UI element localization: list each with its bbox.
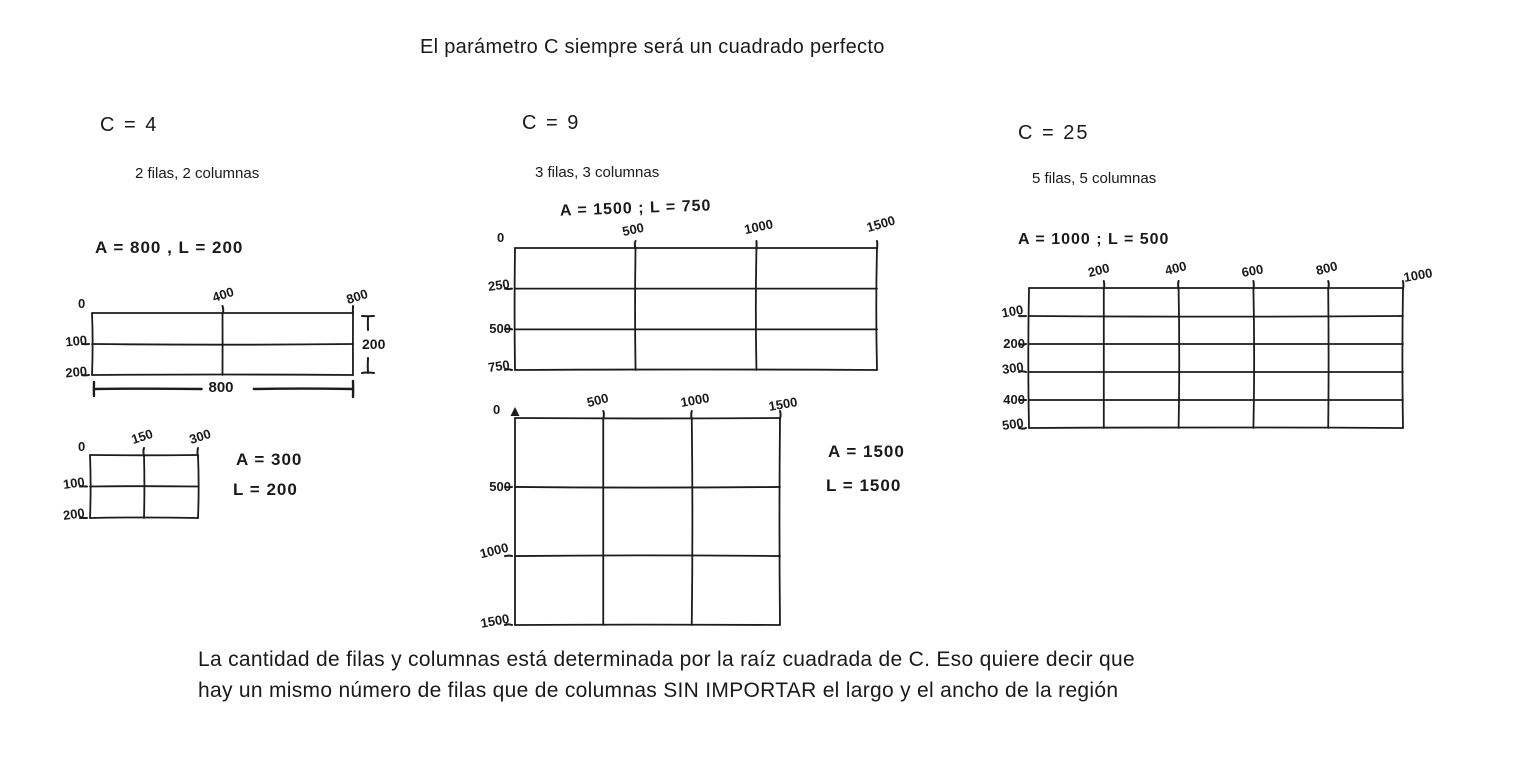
axis-arrow-icon <box>511 407 520 416</box>
grid-c9-top-top-tick-label: 1500 <box>864 212 897 235</box>
grid-line <box>692 418 693 625</box>
grid-c4-main-top-tick-label: 400 <box>209 284 236 305</box>
grid-c9-top-left-tick-label: 750 <box>487 357 511 376</box>
grid-c25-left-tick-label: 300 <box>1001 359 1025 378</box>
grid-c4-main-height-dim-label: 200 <box>362 336 386 352</box>
grid-c25-top-tick-label: 200 <box>1086 260 1111 280</box>
grid-c25-top-tick-label: 400 <box>1162 258 1188 278</box>
grid-line <box>197 448 198 456</box>
footer-line-2: hay un mismo número de filas que de columnas SIN IMPORTAR el largo y el ancho de la región <box>198 679 1119 702</box>
grid-line <box>1402 288 1403 428</box>
grid-c25-left-tick-label: 500 <box>1001 415 1025 434</box>
grid-line <box>362 372 374 373</box>
c9-bottom-length-label: L = 1500 <box>826 476 902 495</box>
grid-c4-main-top-tick-label: 0 <box>78 296 86 311</box>
section-c4-params: A = 800 , L = 200 <box>95 238 244 257</box>
grid-c25-top-tick-label: 600 <box>1240 261 1265 280</box>
c4-small-length-label: L = 200 <box>233 480 298 499</box>
grid-line <box>143 448 144 456</box>
grid-c4-main-width-dim-label: 800 <box>205 379 238 396</box>
grid-line <box>90 517 198 518</box>
grid-c9-bottom-top-tick-label: 1000 <box>679 390 711 410</box>
grid-c9-bottom-left-tick-label: 1000 <box>478 539 510 562</box>
grid-c4-main-left-tick-label: 100 <box>64 332 88 350</box>
c9-bottom-area-label: A = 1500 <box>828 442 905 461</box>
grid-line <box>691 411 692 419</box>
c4-small-area-label: A = 300 <box>236 450 303 469</box>
grid-c25-left-tick-label: 200 <box>1003 336 1025 351</box>
page-title: El parámetro C siempre será un cuadrado perfecto <box>420 36 885 58</box>
footer-note <box>198 644 1135 706</box>
grid-line <box>1328 281 1329 289</box>
grid-c9-bottom-left-tick-label: 1500 <box>479 610 511 631</box>
grid-line <box>223 306 224 314</box>
grid-line <box>1028 288 1029 428</box>
section-c9-subtitle: 3 filas, 3 columnas <box>535 164 660 181</box>
grid-line <box>1179 288 1180 428</box>
grid-c9-bottom-top-tick-label: 0 <box>493 402 501 417</box>
grid-line <box>603 411 604 419</box>
grid-line <box>876 248 877 370</box>
grid-c25-left-tick-label: 400 <box>1003 392 1025 407</box>
grid-c9-top-top-tick-label: 1000 <box>743 216 775 237</box>
section-c4-subtitle: 2 filas, 2 columnas <box>135 165 260 182</box>
grid-c25-top-tick-label: 1000 <box>1402 265 1434 285</box>
grid-c9-top-left-tick-label: 500 <box>489 321 511 337</box>
grid-c4-small-top-tick-label: 0 <box>78 439 86 454</box>
grid-c4-small-left-tick-label: 100 <box>62 473 86 492</box>
grid-line <box>1029 316 1403 317</box>
section-c9-title: C = 9 <box>522 112 581 134</box>
grid-c4-small-top-tick-label: 300 <box>187 426 213 447</box>
grid-line <box>756 248 757 370</box>
section-c25-params: A = 1000 ; L = 500 <box>1018 231 1170 248</box>
grid-c4-small-top-tick-label: 150 <box>129 426 155 447</box>
grid-line <box>779 418 780 625</box>
grid-line <box>515 555 780 556</box>
grid-c4-small-left-tick-label: 200 <box>62 505 86 524</box>
footer-line-1: La cantidad de filas y columnas está determinada por la raíz cuadrada de C. Eso quiere decir que <box>198 648 1135 671</box>
grid-line <box>92 344 353 345</box>
grid-c4-main-top-tick-label: 800 <box>344 286 370 307</box>
grid-c9-top-top-tick-label: 500 <box>620 219 645 239</box>
grid-line <box>515 487 780 488</box>
grid-line <box>1253 288 1254 428</box>
grid-line <box>635 241 636 249</box>
grid-line <box>1029 427 1403 428</box>
grid-c9-bottom-top-tick-label: 500 <box>585 390 611 410</box>
grid-c4-main-left-tick-label: 200 <box>64 363 88 381</box>
grid-c25-top-tick-label: 800 <box>1314 258 1340 278</box>
section-c25-subtitle: 5 filas, 5 columnas <box>1032 170 1157 187</box>
grid-c9-top-top-tick-label: 0 <box>497 230 505 245</box>
section-c4-title: C = 4 <box>100 114 159 136</box>
section-c25-title: C = 25 <box>1018 122 1090 144</box>
grid-c9-top-left-tick-label: 250 <box>487 275 511 294</box>
grid-c9-bottom-top-tick-label: 1500 <box>767 394 799 414</box>
grid-c25-left-tick-label: 100 <box>1000 301 1025 321</box>
section-c9-params: A = 1500 ; L = 750 <box>559 197 712 220</box>
grid-c9-bottom-left-tick-label: 500 <box>489 478 511 494</box>
